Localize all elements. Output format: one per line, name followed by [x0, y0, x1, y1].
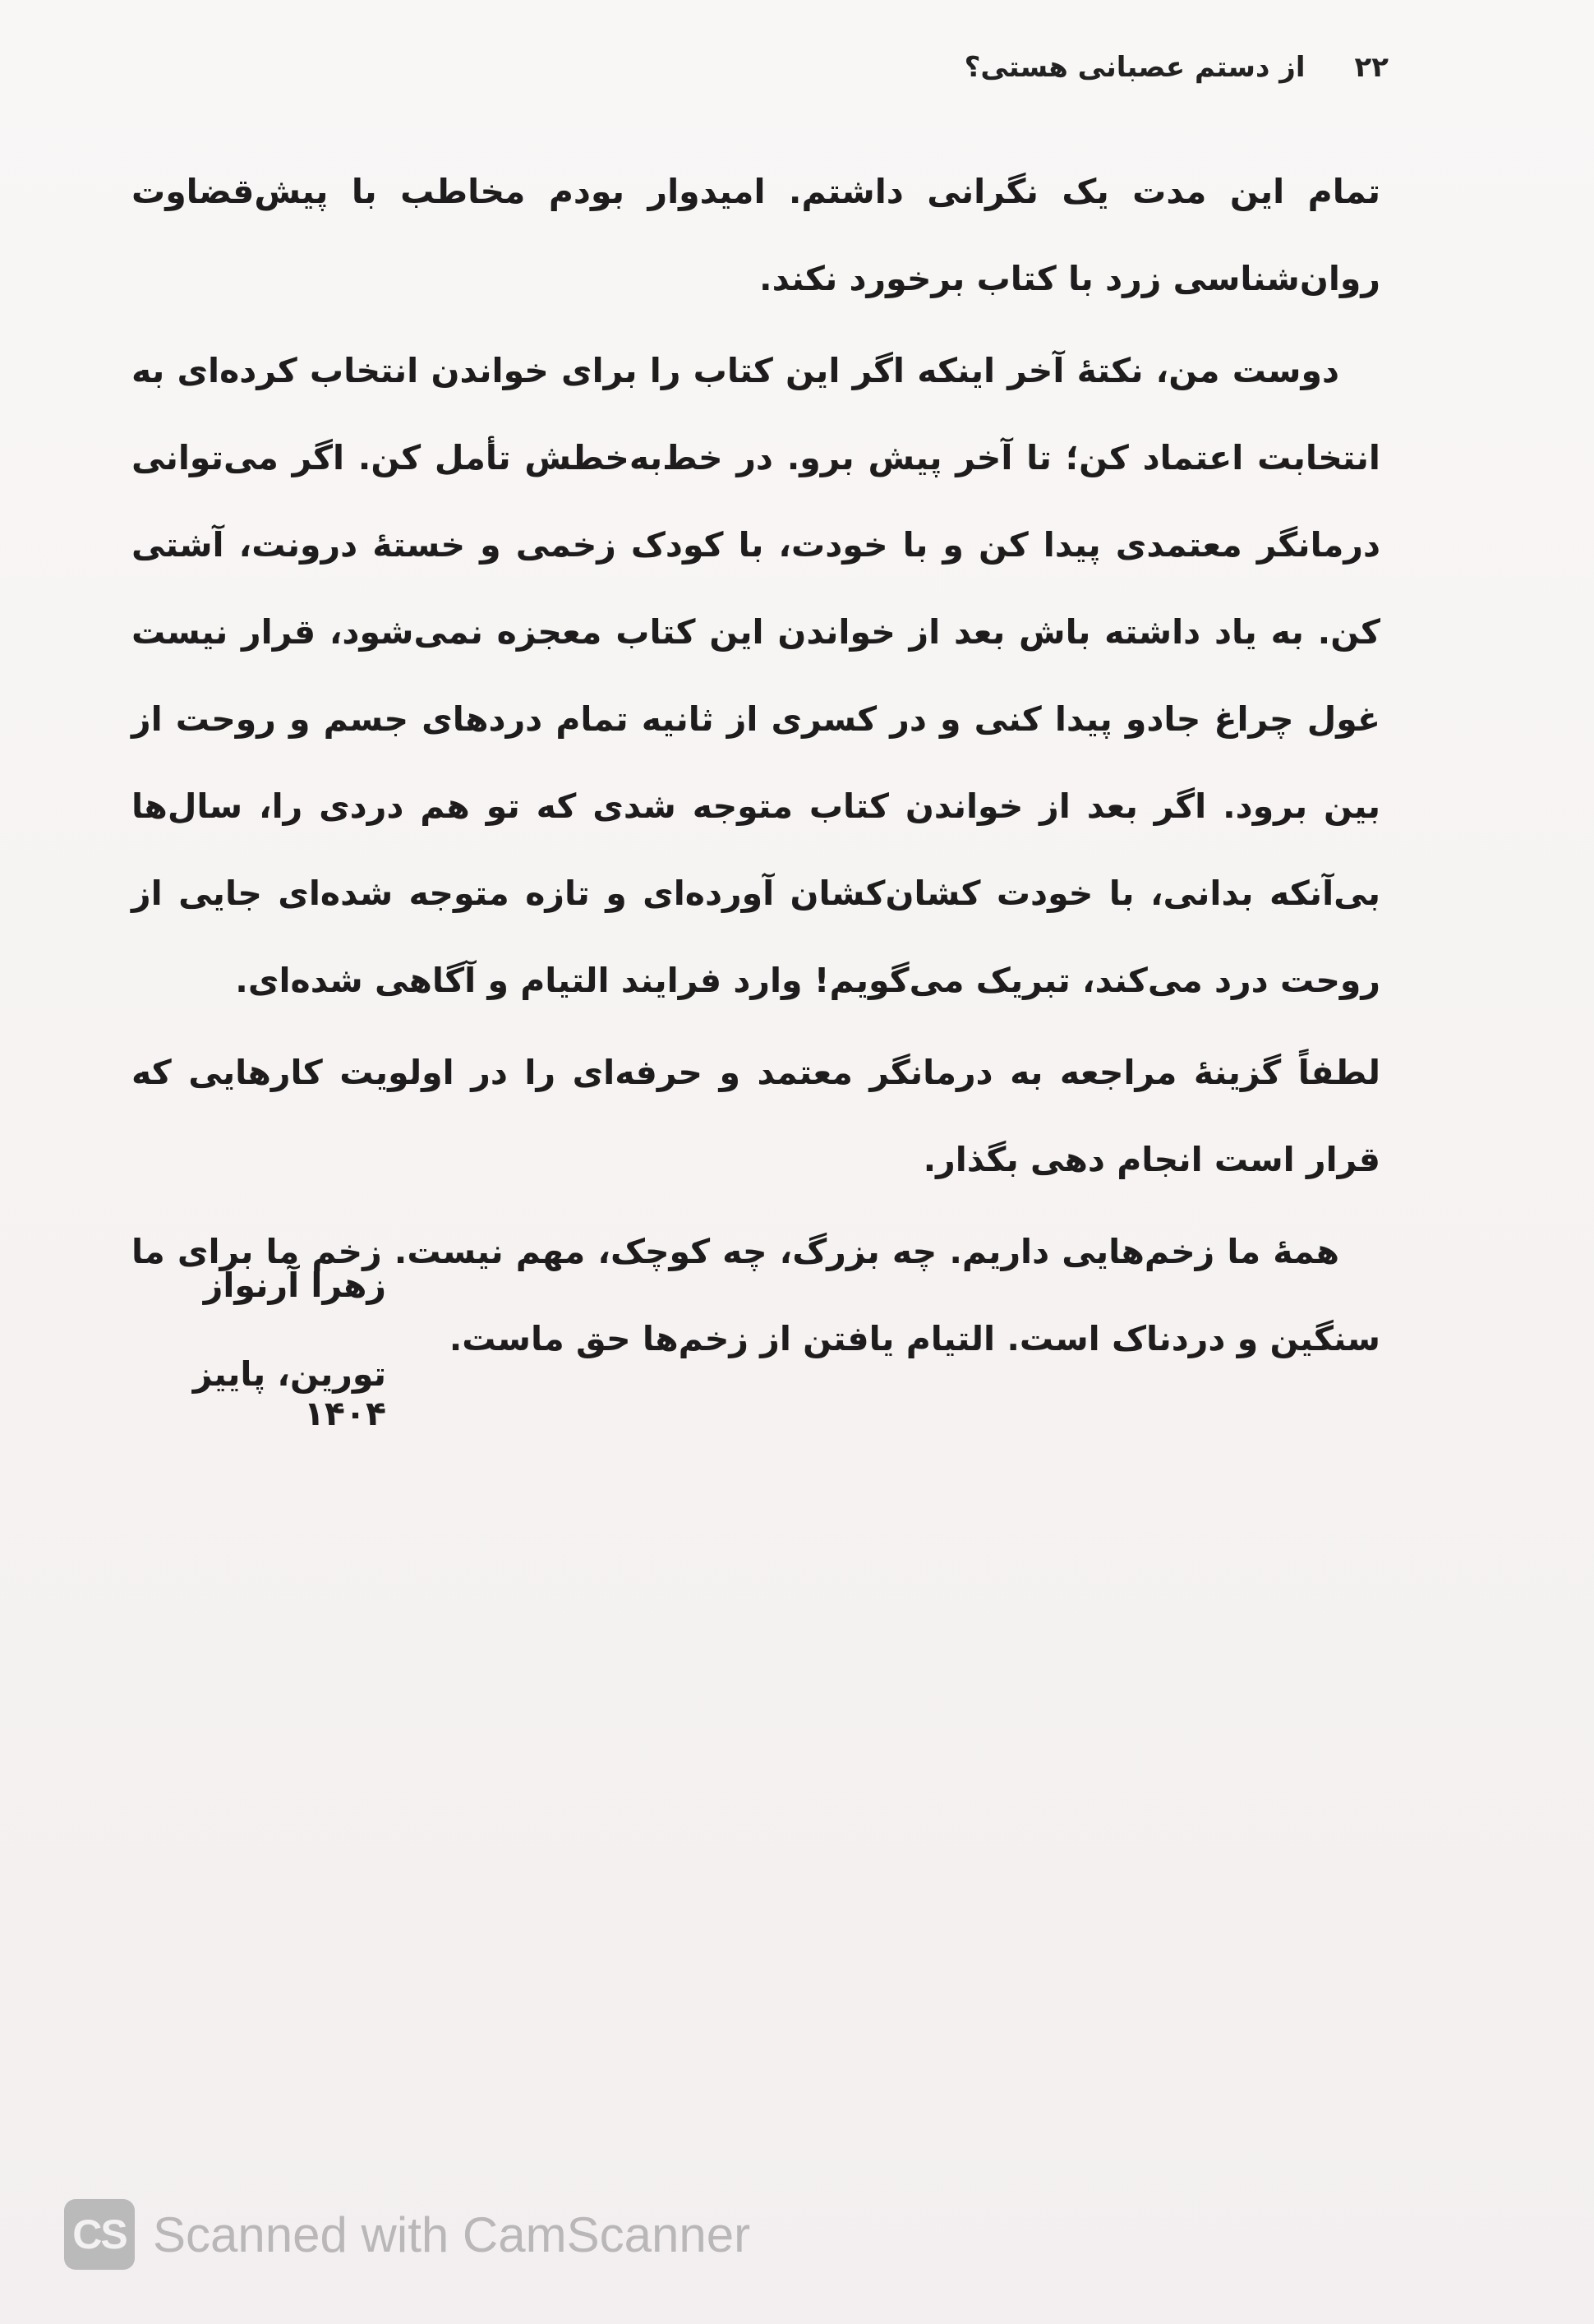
page-number: ۲۲	[1354, 51, 1389, 84]
author-name: زهرا آرنواز	[203, 1266, 386, 1305]
camscanner-logo-icon: CS	[64, 2199, 135, 2270]
place-and-date: تورین، پاییز ۱۴۰۴	[192, 1354, 386, 1433]
paragraph-3: لطفاً گزینهٔ مراجعه به درمانگر معتمد و حرفه‌ای را در اولویت کارهایی که قرار است انجام دهی بگذار.	[131, 1053, 1380, 1179]
watermark-text: Scanned with CamScanner	[153, 2206, 751, 2262]
camscanner-watermark	[64, 2199, 750, 2270]
paragraph-1: تمام این مدت یک نگرانی داشتم. امیدوار بودم مخاطب با پیش‌قضاوت روان‌شناسی زرد با کتاب برخورد نکند.	[131, 172, 1380, 298]
paragraph-2: دوست من، نکتهٔ آخر اینکه اگر این کتاب را برای خواندن انتخاب کرده‌ای به انتخابت اعتماد کن؛ تا آخر پیش برو. در خط‌به‌خطش تأمل کن. اگر می‌توانی درمانگر معتمدی پیدا کن و با خودت، با کودک زخمی و خستهٔ درونت، آشتی کن. به یاد داشته باش بعد از خواندن این کتاب معجزه نمی‌شود، قرار نیست غول چراغ جادو پیدا کنی و در کسری از ثانیه تمام دردهای جسم و روحت از بین برود. اگر بعد از خواندن کتاب متوجه شدی که تو هم دردی را، سال‌ها بی‌آنکه بدانی، با خودت کشان‌کشان آورده‌ای و تازه متوجه شده‌ای جایی از روحت درد می‌کند، تبریک می‌گویم! وارد فرایند التیام و آگاهی شده‌ای.	[131, 351, 1380, 1000]
chapter-title: از دستم عصبانی هستی؟	[964, 51, 1306, 84]
body-text	[131, 148, 1380, 1387]
paragraph-4: همهٔ ما زخم‌هایی داریم. چه بزرگ، چه کوچک، مهم نیست. زخم ما برای ما سنگین و دردناک است. التیام یافتن از زخم‌ها حق ماست.	[131, 1232, 1380, 1358]
running-header	[904, 43, 1389, 92]
